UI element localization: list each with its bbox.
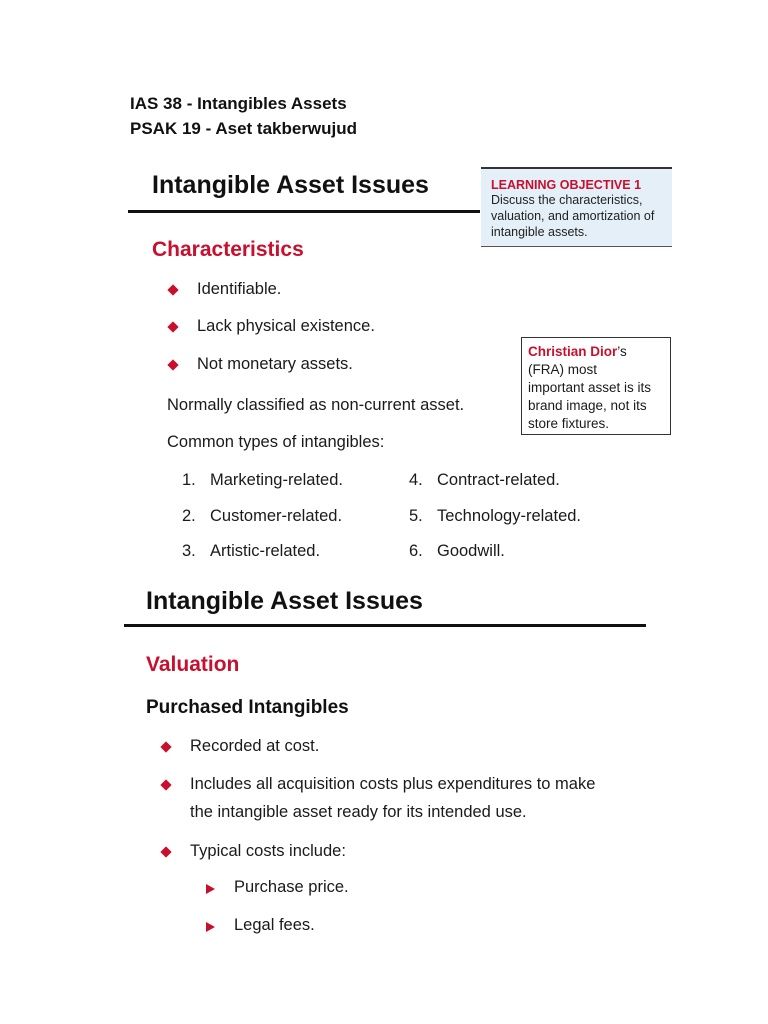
- subsection-purchased-intangibles: Purchased Intangibles: [146, 697, 349, 718]
- types-intro: Common types of intangibles:: [167, 433, 385, 451]
- classification-note: Normally classified as non-current asset.: [167, 396, 465, 414]
- type-item: 6. Goodwill.: [409, 542, 505, 560]
- bullet-diamond-icon: [160, 741, 171, 752]
- bullet-diamond-icon: [167, 321, 178, 332]
- callout-line: brand image, not its: [528, 398, 647, 413]
- bullet-item: Lack physical existence.: [197, 317, 375, 335]
- sub-bullet-arrow-icon: [206, 922, 215, 932]
- sub-bullet-item: Purchase price.: [234, 878, 349, 896]
- callout-line: (FRA) most: [528, 362, 597, 377]
- section-valuation: Valuation: [146, 653, 240, 676]
- learning-objective-box: [481, 167, 672, 247]
- bullet-diamond-icon: [167, 284, 178, 295]
- learning-objective-label: LEARNING OBJECTIVE 1: [491, 178, 642, 192]
- type-item: 5. Technology-related.: [409, 507, 582, 525]
- type-item: 2. Customer-related.: [182, 507, 343, 525]
- callout-first-line: Christian Dior’s: [528, 344, 627, 359]
- dior-callout-box: [521, 337, 671, 435]
- learning-objective-line: intangible assets.: [491, 225, 588, 239]
- title-rule: [124, 624, 646, 627]
- bullet-item: Not monetary assets.: [197, 355, 353, 373]
- standard-header-ias: IAS 38 - Intangibles Assets: [130, 94, 347, 113]
- sub-bullet-item: Legal fees.: [234, 916, 315, 934]
- title-rule: [128, 210, 480, 213]
- slide-title: Intangible Asset Issues: [152, 171, 429, 199]
- callout-line: important asset is its: [528, 380, 652, 395]
- slide-title: Intangible Asset Issues: [146, 587, 423, 615]
- bullet-diamond-icon: [167, 359, 178, 370]
- learning-objective-line: Discuss the characteristics,: [491, 193, 643, 207]
- bullet-item: Identifiable.: [197, 280, 282, 298]
- bullet-item: Recorded at cost.: [190, 737, 320, 755]
- type-item: 3. Artistic-related.: [182, 542, 321, 560]
- sub-bullet-arrow-icon: [206, 884, 215, 894]
- bullet-diamond-icon: [160, 779, 171, 790]
- type-item: 4. Contract-related.: [409, 471, 560, 489]
- bullet-item-continued: the intangible asset ready for its intended use.: [190, 803, 527, 821]
- bullet-item: Includes all acquisition costs plus expenditures to make: [190, 775, 596, 793]
- callout-line: store fixtures.: [528, 416, 610, 431]
- section-characteristics: Characteristics: [152, 238, 304, 261]
- bullet-diamond-icon: [160, 846, 171, 857]
- standard-header-psak: PSAK 19 - Aset takberwujud: [130, 119, 358, 138]
- learning-objective-line: valuation, and amortization of: [491, 209, 655, 223]
- bullet-item: Typical costs include:: [190, 842, 346, 860]
- type-item: 1. Marketing-related.: [182, 471, 343, 489]
